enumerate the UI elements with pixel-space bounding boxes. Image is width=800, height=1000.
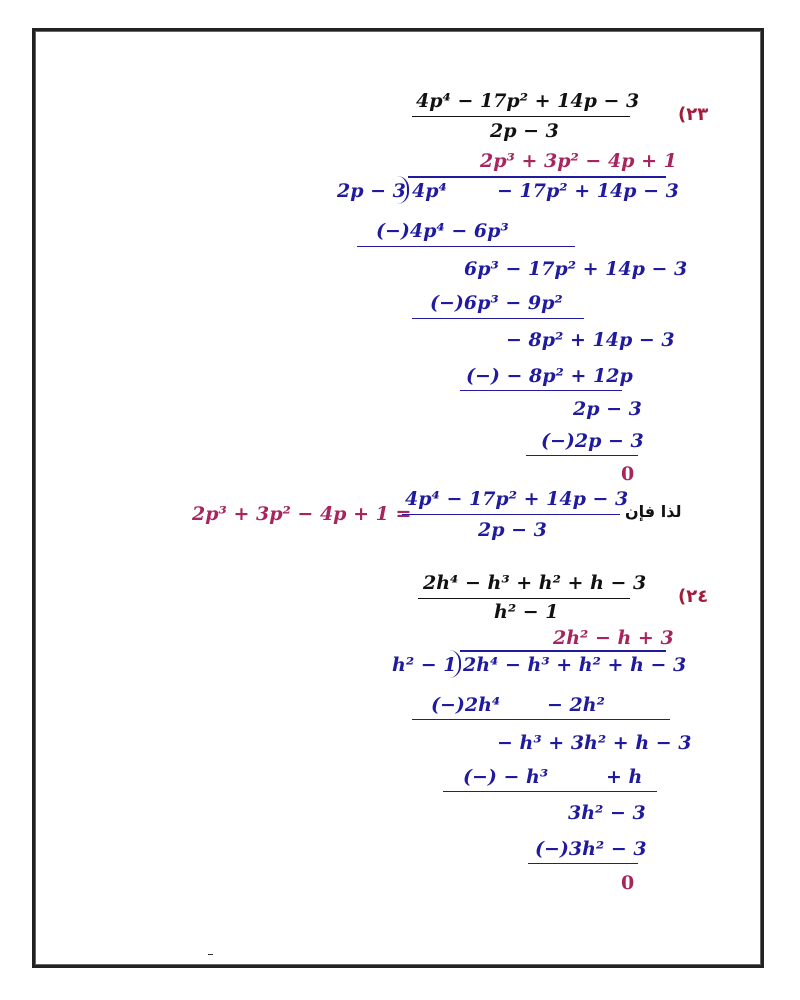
p23-conclusion-fraction-bar bbox=[402, 514, 620, 515]
p24-step-1b: − 2h² bbox=[547, 694, 605, 716]
p23-step-5-line bbox=[460, 390, 622, 391]
p24-dividend: 2h⁴ − h³ + h² + h − 3 bbox=[463, 654, 687, 676]
p23-conclusion-denominator: 2p − 3 bbox=[478, 519, 547, 541]
p24-step-5-line bbox=[528, 863, 638, 864]
p23-fraction-denominator: 2p − 3 bbox=[490, 120, 559, 142]
p23-conclusion-label: لذا فإن bbox=[625, 502, 682, 521]
p23-step-7: (−)2p − 3 bbox=[541, 430, 644, 452]
p24-quotient: 2h² − h + 3 bbox=[553, 627, 674, 649]
p23-step-5: (−) − 8p² + 12p bbox=[466, 365, 633, 387]
problem-23-number: (٢٣ bbox=[678, 104, 709, 125]
p23-remainder: 0 bbox=[621, 463, 635, 485]
p23-division-bar bbox=[408, 176, 666, 178]
p23-step-1-line bbox=[357, 246, 575, 247]
p23-conclusion-result: 2p³ + 3p² − 4p + 1 = bbox=[192, 503, 412, 525]
p24-step-4: 3h² − 3 bbox=[568, 802, 646, 824]
p24-step-3b: + h bbox=[606, 766, 643, 788]
p24-fraction-denominator: h² − 1 bbox=[494, 601, 559, 623]
p23-quotient: 2p³ + 3p² − 4p + 1 bbox=[480, 150, 677, 172]
p23-conclusion-numerator: 4p⁴ − 17p² + 14p − 3 bbox=[405, 488, 629, 510]
p24-remainder: 0 bbox=[621, 872, 635, 894]
p23-step-2: 6p³ − 17p² + 14p − 3 bbox=[464, 258, 688, 280]
p23-step-1: (−)4p⁴ − 6p³ bbox=[376, 220, 509, 242]
p24-step-2: − h³ + 3h² + h − 3 bbox=[497, 732, 692, 754]
p23-fraction-bar bbox=[412, 116, 630, 117]
p24-fraction-bar bbox=[418, 598, 630, 599]
p24-step-3-line bbox=[443, 791, 657, 792]
stray-mark bbox=[208, 954, 213, 955]
p23-step-4: − 8p² + 14p − 3 bbox=[506, 329, 675, 351]
p23-divisor: 2p − 3 bbox=[337, 180, 406, 202]
p24-divisor: h² − 1 bbox=[392, 654, 457, 676]
p23-step-7-line bbox=[526, 455, 638, 456]
p24-fraction-numerator: 2h⁴ − h³ + h² + h − 3 bbox=[423, 572, 647, 594]
p24-division-bar bbox=[460, 650, 666, 652]
p23-step-3-line bbox=[412, 318, 584, 319]
p24-step-1-line bbox=[412, 719, 670, 720]
p24-step-5: (−)3h² − 3 bbox=[535, 838, 647, 860]
p23-step-3: (−)6p³ − 9p² bbox=[430, 292, 563, 314]
problem-24-number: (٢٤ bbox=[678, 586, 709, 607]
p24-step-1a: (−)2h⁴ bbox=[431, 694, 501, 716]
p23-step-6: 2p − 3 bbox=[573, 398, 642, 420]
p23-dividend-rest: − 17p² + 14p − 3 bbox=[497, 180, 679, 202]
p23-dividend-lead: 4p⁴ bbox=[412, 180, 447, 202]
p23-fraction-numerator: 4p⁴ − 17p² + 14p − 3 bbox=[416, 90, 640, 112]
p24-step-3a: (−) − h³ bbox=[463, 766, 549, 788]
